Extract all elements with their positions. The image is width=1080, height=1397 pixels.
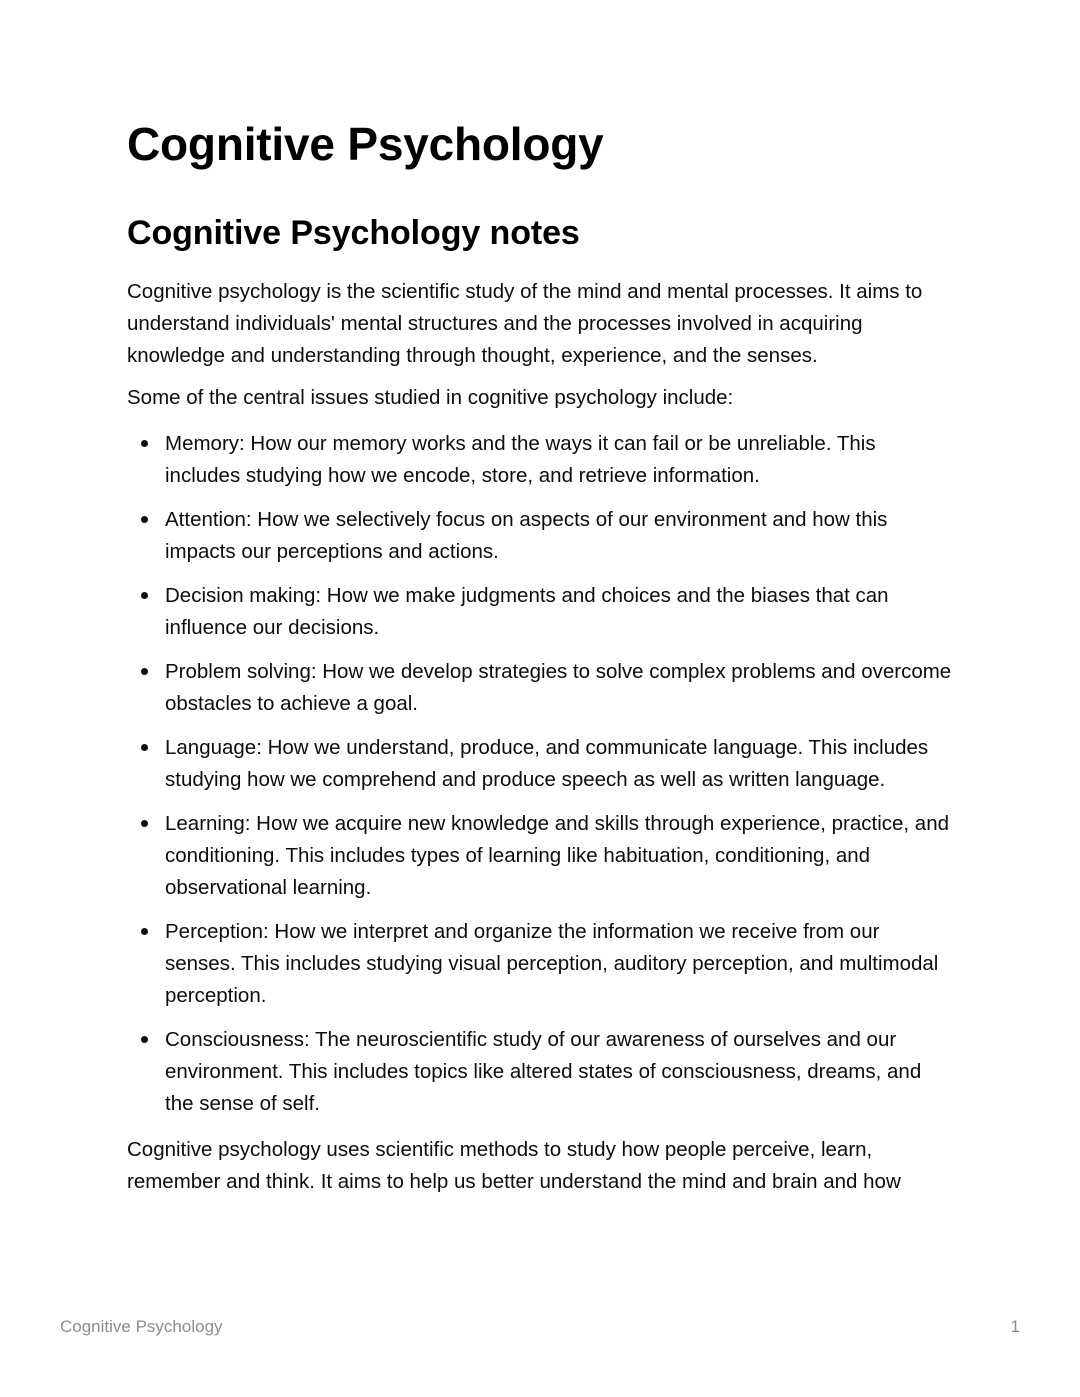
list-item-text: Language: How we understand, produce, and communicate language. This includes studying how we comprehend and produce speech as well as written language. [165, 736, 929, 792]
bullet-icon [141, 592, 148, 599]
list-item-text: Consciousness: The neuroscientific study of our awareness of ourselves and our environment. This includes topics like altered states of consciousness, dreams, and the sense of self. [165, 1028, 922, 1116]
list-item-text: Memory: How our memory works and the ways it can fail or be unreliable. This includes studying how we encode, store, and retrieve information. [165, 432, 876, 488]
bullet-icon [141, 516, 148, 523]
list-item [127, 808, 952, 904]
list-item-text: Perception: How we interpret and organize the information we receive from our senses. This includes studying visual perception, auditory perception, and multimodal perception. [165, 920, 939, 1008]
list-item-text: Learning: How we acquire new knowledge and skills through experience, practice, and conditioning. This includes types of learning like habituation, conditioning, and observational learning. [165, 812, 950, 900]
page-footer [60, 1316, 1020, 1338]
bullet-icon [141, 928, 148, 935]
list-item [127, 504, 952, 568]
list-item-text: Attention: How we selectively focus on aspects of our environment and how this impacts our perceptions and actions. [165, 508, 888, 564]
section-heading: Cognitive Psychology notes [127, 214, 580, 253]
list-item-text: Decision making: How we make judgments and choices and the biases that can influence our decisions. [165, 584, 889, 640]
bullet-icon [141, 440, 148, 447]
bullet-icon [141, 820, 148, 827]
list-item [127, 580, 952, 644]
list-item [127, 916, 952, 1012]
bullet-icon [141, 668, 148, 675]
page-title: Cognitive Psychology [127, 118, 604, 170]
list-item-text: Problem solving: How we develop strategies to solve complex problems and overcome obstacles to achieve a goal. [165, 660, 952, 716]
document-content [127, 118, 952, 1208]
list-item [127, 1024, 952, 1120]
list-item [127, 428, 952, 492]
list-item [127, 656, 952, 720]
intro-paragraph: Cognitive psychology is the scientific study of the mind and mental processes. It aims to understand individuals' mental structures and the processes involved in acquiring knowledge and understanding through thought, experience, and the senses. [127, 280, 923, 368]
topics-list [127, 428, 952, 1120]
footer-page-number: 1 [1010, 1317, 1020, 1336]
bullet-icon [141, 744, 148, 751]
list-item [127, 732, 952, 796]
footer-document-name: Cognitive Psychology [60, 1317, 223, 1336]
closing-paragraph: Cognitive psychology uses scientific methods to study how people perceive, learn, remember and think. It aims to help us better understand the mind and brain and how [127, 1138, 901, 1194]
bullet-icon [141, 1036, 148, 1043]
list-lead-in-paragraph: Some of the central issues studied in cognitive psychology include: [127, 386, 734, 410]
